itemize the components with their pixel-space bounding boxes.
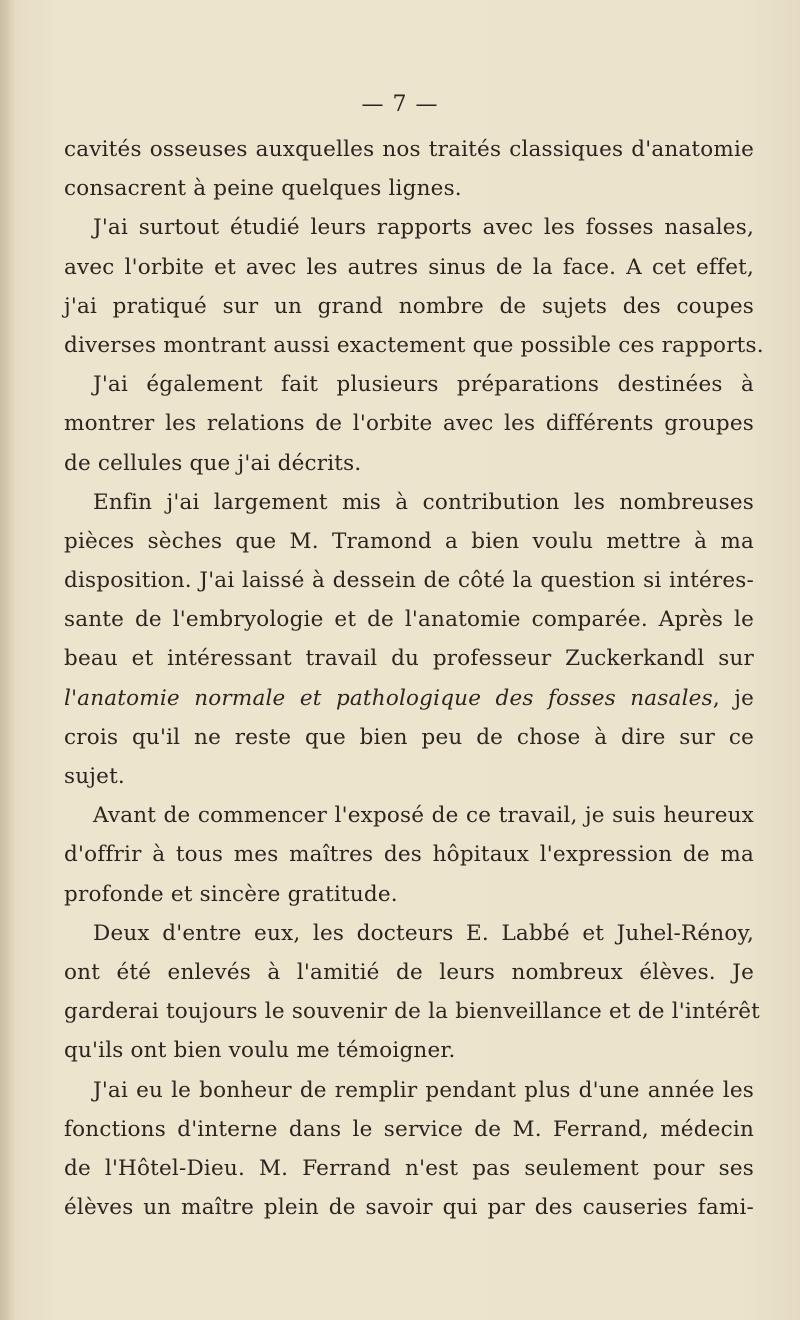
- text-line: fonctions d'interne dans le service de M. Ferrand, médecin: [64, 1116, 754, 1142]
- text-line: profonde et sincère gratitude.: [64, 881, 398, 907]
- binding-edge: [0, 0, 14, 1320]
- text-line: disposition. J'ai laissé à dessein de côté la question si intéres-: [64, 568, 754, 594]
- text-line: avec l'orbite et avec les autres sinus de la face. A cet effet,: [64, 254, 754, 280]
- body-text: [64, 130, 764, 1227]
- text-line: sante de l'embryologie et de l'anatomie comparée. Après le: [64, 607, 754, 633]
- text-line: de cellules que j'ai décrits.: [64, 450, 362, 476]
- text-line: J'ai surtout étudié leurs rapports avec les fosses nasales,: [93, 215, 754, 241]
- text-line: ont été enlevés à l'amitié de leurs nombreux élèves. Je: [64, 959, 754, 985]
- page-number: — 7 —: [361, 92, 439, 117]
- text-line: J'ai également fait plusieurs préparations destinées à: [93, 372, 754, 398]
- text-line: diverses montrant aussi exactement que possible ces rapports.: [64, 332, 764, 358]
- text-line: élèves un maître plein de savoir qui par des causeries fami-: [64, 1195, 754, 1221]
- text-line: d'offrir à tous mes maîtres des hôpitaux l'expression de ma: [64, 842, 754, 868]
- text-line: consacrent à peine quelques lignes.: [64, 176, 462, 202]
- text-line: de l'Hôtel-Dieu. M. Ferrand n'est pas seulement pour ses: [64, 1155, 754, 1181]
- text-line: J'ai eu le bonheur de remplir pendant plus d'une année les: [93, 1077, 754, 1103]
- italic-title: l'anatomie normale et pathologique des fosses nasales: [64, 685, 713, 711]
- text-line: pièces sèches que M. Tramond a bien voulu mettre à ma: [64, 528, 754, 554]
- text-line: qu'ils ont bien voulu me témoigner.: [64, 1038, 456, 1064]
- text-fragment: , je: [712, 685, 754, 711]
- text-line: cavités osseuses auxquelles nos traités classiques d'anatomie: [64, 137, 754, 162]
- text-line: crois qu'il ne reste que bien peu de chose à dire sur ce: [64, 724, 754, 750]
- text-line: Avant de commencer l'exposé de ce travail, je suis heureux: [93, 803, 754, 829]
- text-line: [64, 679, 754, 718]
- text-line: j'ai pratiqué sur un grand nombre de sujets des coupes: [64, 293, 754, 319]
- text-line: Enfin j'ai largement mis à contribution les nombreuses: [93, 489, 754, 515]
- text-line: sujet.: [64, 764, 125, 789]
- text-line: montrer les relations de l'orbite avec les différents groupes: [64, 411, 754, 437]
- text-line: beau et intéressant travail du professeur Zuckerkandl sur: [64, 646, 754, 672]
- text-line: garderai toujours le souvenir de la bienveillance et de l'intérêt: [64, 999, 761, 1025]
- text-line: Deux d'entre eux, les docteurs E. Labbé et Juhel-Rénoy,: [93, 920, 754, 946]
